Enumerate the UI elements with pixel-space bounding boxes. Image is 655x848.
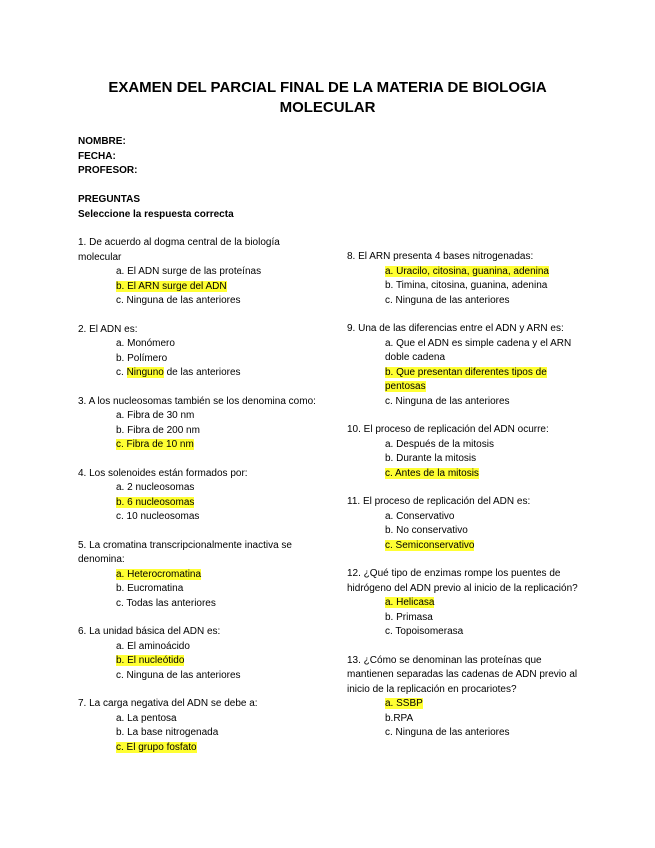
answer-option: a. El ADN surge de las proteínas xyxy=(116,266,262,277)
question-text: 13. ¿Cómo se denominan las proteínas que mantienen separadas las cadenas de ADN previo al inicio de la replicación en procariotes? xyxy=(347,654,578,695)
correct-answer-highlight: b. El nucleótido xyxy=(116,655,185,666)
answer-option: c. 10 nucleosomas xyxy=(116,511,200,522)
question-text: 10. El proceso de replicación del ADN ocurre: xyxy=(347,424,549,435)
correct-answer-highlight: a. Uracilo, citosina, guanina, adenina xyxy=(385,265,549,277)
answer-option xyxy=(347,697,587,712)
question-5 xyxy=(78,539,318,612)
question-text: 6. La unidad básica del ADN es: xyxy=(78,626,221,637)
answer-option: b. Fibra de 200 nm xyxy=(116,424,200,436)
answer-option: a. Después de la mitosis xyxy=(385,438,494,450)
correct-answer-highlight: c. El grupo fosfato xyxy=(116,741,197,753)
correct-answer-highlight: Ninguno xyxy=(126,367,164,378)
answer-option xyxy=(347,596,587,611)
question-text: 2. El ADN es: xyxy=(78,323,138,335)
title-line-2: MOLECULAR xyxy=(279,99,376,116)
question-text: 1. De acuerdo al dogma central de la biología molecular xyxy=(78,237,280,263)
correct-answer-highlight: b. Que presentan diferentes tipos de pentosas xyxy=(385,366,547,392)
answer-option xyxy=(78,496,318,511)
question-6 xyxy=(78,625,318,683)
answer-option xyxy=(347,467,587,482)
answer-option: b. La base nitrogenada xyxy=(116,727,219,738)
answer-option xyxy=(78,280,318,295)
answer-option: a. La pentosa xyxy=(116,712,177,724)
answer-option: c. Todas las anteriores xyxy=(116,597,216,609)
question-text: 11. El proceso de replicación del ADN es: xyxy=(347,496,531,507)
answer-option: c. Ninguna de las anteriores xyxy=(116,669,241,681)
correct-answer-highlight: c. Antes de la mitosis xyxy=(385,467,479,479)
title-line-1: EXAMEN DEL PARCIAL FINAL DE LA MATERIA DE BIOLOGIA xyxy=(108,79,547,96)
correct-answer-highlight: b. 6 nucleosomas xyxy=(116,496,195,508)
answer-option: c. Topoisomerasa xyxy=(385,626,464,637)
answer-option xyxy=(78,741,318,756)
correct-answer-highlight: a. SSBP xyxy=(385,698,423,709)
answer-option: c. Ninguna de las anteriores xyxy=(385,727,510,738)
question-1 xyxy=(78,236,318,309)
question-text: 8. El ARN presenta 4 bases nitrogenadas: xyxy=(347,251,534,262)
instruction: Seleccione la respuesta correcta xyxy=(78,208,234,220)
question-13 xyxy=(347,654,587,741)
question-text: 3. A los nucleosomas también se los denomina como: xyxy=(78,395,316,407)
header-fields xyxy=(78,135,234,222)
answer-option xyxy=(78,438,318,453)
questions-right-column xyxy=(347,250,587,755)
answer-option: b. Polímero xyxy=(116,352,168,364)
answer-option: c. Ninguna de las anteriores xyxy=(385,395,510,407)
answer-option: b. Eucromatina xyxy=(116,583,184,594)
answer-option: a. El aminoácido xyxy=(116,640,190,652)
question-9 xyxy=(347,322,587,409)
answer-option: b. Durante la mitosis xyxy=(385,453,477,464)
question-3 xyxy=(78,395,318,453)
answer-option: c. Ninguna de las anteriores xyxy=(385,294,510,306)
question-7 xyxy=(78,697,318,755)
answer-option: a. Que el ADN es simple cadena y el ARN doble cadena xyxy=(385,337,572,363)
question-8 xyxy=(347,250,587,308)
answer-option xyxy=(78,654,318,669)
answer-option: b. Timina, citosina, guanina, adenina xyxy=(385,280,548,291)
profesor-label: PROFESOR: xyxy=(78,165,138,176)
answer-option: c. Ninguna de las anteriores xyxy=(116,295,241,306)
question-12 xyxy=(347,567,587,640)
answer-option xyxy=(347,366,587,395)
answer-option xyxy=(347,265,587,280)
answer-option: b.RPA xyxy=(385,712,414,724)
correct-answer-highlight: a. Helicasa xyxy=(385,597,435,608)
answer-option: a. 2 nucleosomas xyxy=(116,482,195,493)
correct-answer-highlight: c. Fibra de 10 nm xyxy=(116,439,194,450)
preguntas-label: PREGUNTAS xyxy=(78,194,141,205)
answer-option xyxy=(78,568,318,583)
answer-option: a. Conservativo xyxy=(385,510,455,522)
question-2 xyxy=(78,323,318,381)
questions-left-column xyxy=(78,236,318,769)
answer-option: c. Ninguno de las anteriores xyxy=(116,367,241,378)
question-text: 4. Los solenoides están formados por: xyxy=(78,467,248,479)
answer-option xyxy=(347,539,587,554)
nombre-label: NOMBRE: xyxy=(78,136,126,147)
answer-option: a. Monómero xyxy=(116,338,175,349)
question-text: 9. Una de las diferencias entre el ADN y ARN es: xyxy=(347,323,564,334)
question-10 xyxy=(347,423,587,481)
answer-option: b. No conservativo xyxy=(385,525,468,536)
correct-answer-highlight: c. Semiconservativo xyxy=(385,539,475,551)
answer-option: b. Primasa xyxy=(385,611,433,623)
question-text: 7. La carga negativa del ADN se debe a: xyxy=(78,698,258,709)
question-11 xyxy=(347,495,587,553)
correct-answer-highlight: a. Heterocromatina xyxy=(116,568,202,580)
exam-title xyxy=(0,78,655,118)
question-text: 12. ¿Qué tipo de enzimas rompe los puentes de hidrógeno del ADN previo al inicio de la replicación? xyxy=(347,568,578,594)
correct-answer-highlight: b. El ARN surge del ADN xyxy=(116,280,227,292)
question-text: 5. La cromatina transcripcionalmente inactiva se denomina: xyxy=(78,539,292,565)
fecha-label: FECHA: xyxy=(78,150,116,162)
question-4 xyxy=(78,467,318,525)
answer-option: a. Fibra de 30 nm xyxy=(116,410,195,421)
